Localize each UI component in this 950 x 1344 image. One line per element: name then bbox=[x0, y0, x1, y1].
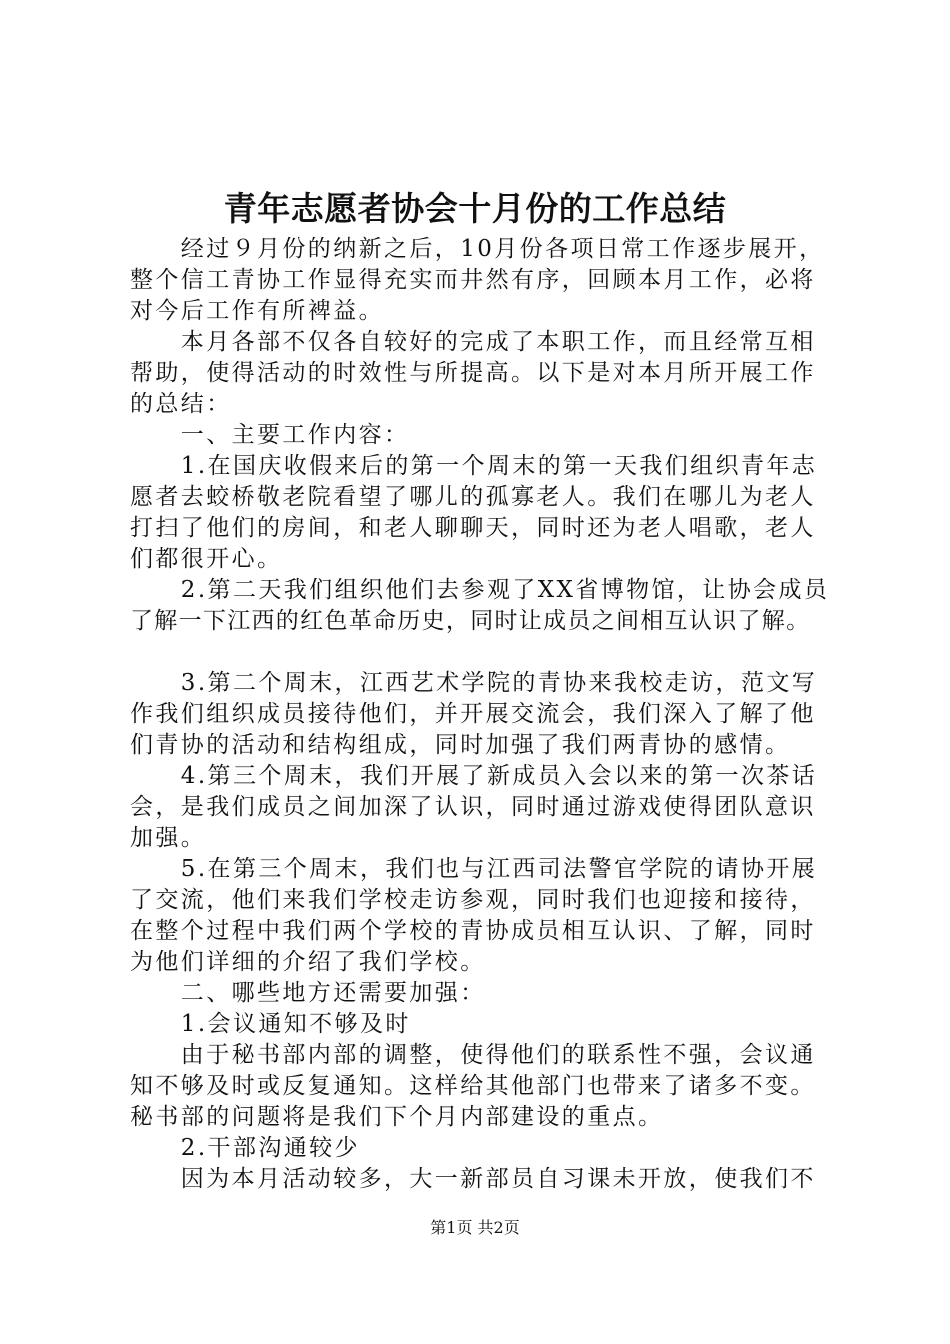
body-line: 们都很开心。 bbox=[130, 546, 283, 572]
body-line: 5.在第三个周末，我们也与江西司法警官学院的请协开展 bbox=[130, 856, 818, 882]
body-line: 知不够及时或反复通知。这样给其他部门也带来了诸多不变。 bbox=[130, 1073, 816, 1099]
body-line: 的总结： bbox=[130, 391, 232, 417]
body-line: 作我们组织成员接待他们，并开展交流会，我们深入了解了他 bbox=[130, 701, 816, 727]
body-line: 整个信工青协工作显得充实而井然有序，回顾本月工作，必将 bbox=[130, 267, 816, 293]
body-line: 经过９月份的纳新之后，10月份各项日常工作逐步展开， bbox=[130, 236, 825, 262]
body-line: 秘书部的问题将是我们下个月内部建设的重点。 bbox=[130, 1104, 664, 1130]
body-line: 在整个过程中我们两个学校的青协成员相互认识、了解，同时 bbox=[130, 918, 816, 944]
body-line: 了解一下江西的红色革命历史，同时让成员之间相互认识了解。 bbox=[130, 608, 811, 634]
body-line: 为他们详细的介绍了我们学校。 bbox=[130, 949, 486, 975]
body-line: 本月各部不仅各自较好的完成了本职工作，而且经常互相 bbox=[130, 329, 816, 355]
subsection-heading: 2.干部沟通较少 bbox=[130, 1135, 360, 1161]
body-line: 加强。 bbox=[130, 825, 207, 851]
blank-line bbox=[130, 637, 830, 668]
body-line: 4.第三个周末，我们开展了新成员入会以来的第一次茶话 bbox=[130, 763, 818, 789]
body-line: 愿者去蛟桥敬老院看望了哪儿的孤寡老人。我们在哪儿为老人 bbox=[130, 484, 816, 510]
body-line: 1.在国庆收假来后的第一个周末的第一天我们组织青年志 bbox=[130, 453, 818, 479]
document-title: 青年志愿者协会十月份的工作总结 bbox=[223, 189, 727, 228]
section-heading: 一、主要工作内容： bbox=[130, 422, 410, 448]
body-line: 2.第二天我们组织他们去参观了XX省博物馆，让协会成员 bbox=[130, 577, 830, 603]
body-line: 会，是我们成员之间加深了认识，同时通过游戏使得团队意识 bbox=[130, 794, 816, 820]
body-line: 对今后工作有所裨益。 bbox=[130, 298, 384, 324]
body-line: 帮助，使得活动的时效性与所提高。以下是对本月所开展工作 bbox=[130, 360, 816, 386]
subsection-heading: 1.会议通知不够及时 bbox=[130, 1011, 411, 1037]
section-heading: 二、哪些地方还需要加强： bbox=[130, 980, 486, 1006]
page-number: 第1页 共2页 bbox=[430, 1218, 520, 1237]
document-body bbox=[130, 234, 830, 1195]
body-line: 3.第二个周末，江西艺术学院的青协来我校走访，范文写 bbox=[130, 670, 818, 696]
body-line: 打扫了他们的房间，和老人聊聊天，同时还为老人唱歌，老人 bbox=[130, 515, 816, 541]
body-line: 们青协的活动和结构组成，同时加强了我们两青协的感情。 bbox=[130, 732, 791, 758]
body-line: 了交流，他们来我们学校走访参观，同时我们也迎接和接待， bbox=[130, 887, 816, 913]
body-line: 因为本月活动较多，大一新部员自习课未开放，使我们不 bbox=[130, 1166, 816, 1192]
body-line: 由于秘书部内部的调整，使得他们的联系性不强，会议通 bbox=[130, 1042, 816, 1068]
